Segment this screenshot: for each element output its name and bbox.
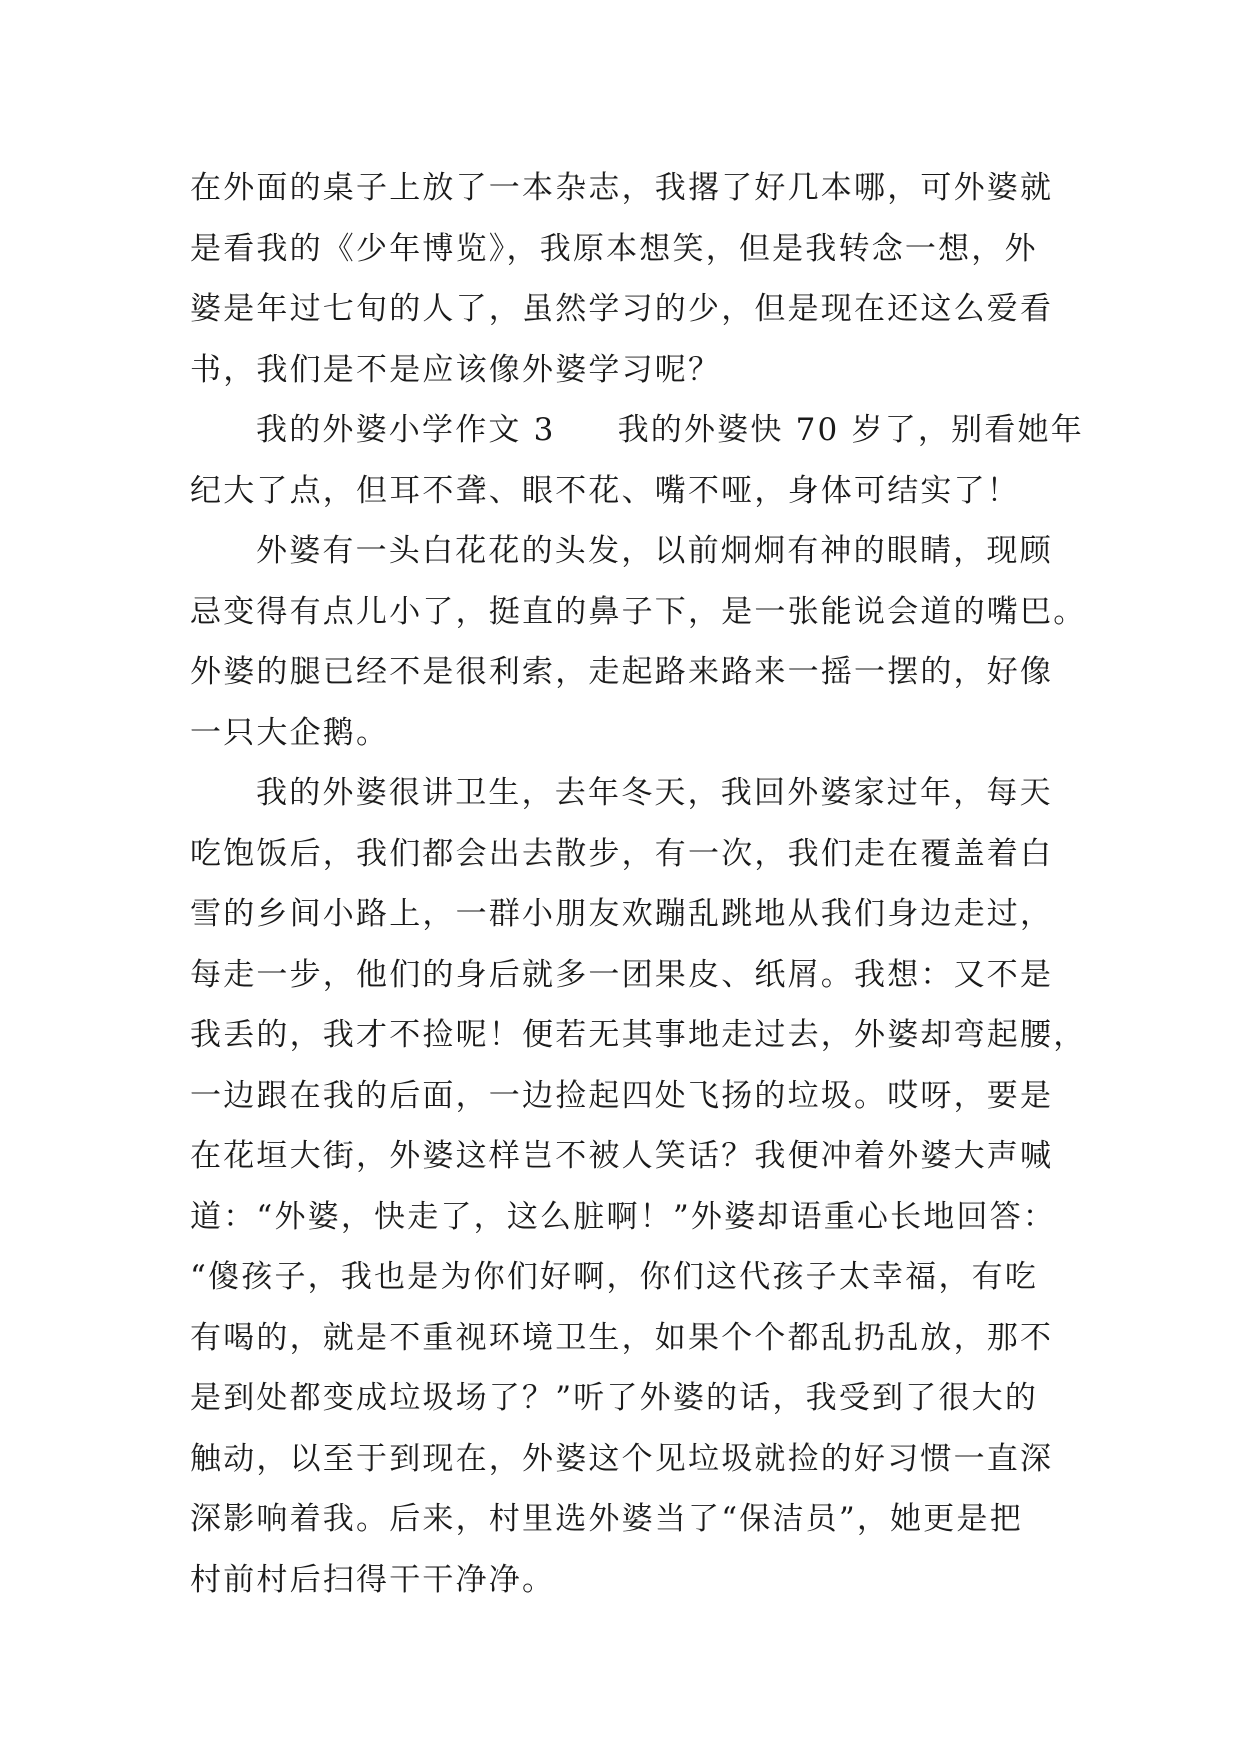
text-line: 纪大了点，但耳不聋、眼不花、嘴不哑，身体可结实了！ — [190, 472, 1020, 509]
text-line: “傻孩子，我也是为你们好啊，你们这代孩子太幸福，有吃 — [190, 1259, 1039, 1295]
text-line: 吃饱饭后，我们都会出去散步，有一次，我们走在覆盖着白 — [190, 835, 1054, 872]
essay-heading-line — [190, 400, 1084, 461]
text-line: 每走一步，他们的身后就多一团果皮、纸屑。我想：又不是 — [190, 956, 1054, 993]
text-line: 一边跟在我的后面，一边捡起四处飞扬的垃圾。哎呀，要是 — [190, 1077, 1054, 1114]
text-line: 深影响着我。后来，村里选外婆当了“保洁员”，她更是把 — [190, 1501, 1023, 1537]
text-line: 触动，以至于到现在，外婆这个见垃圾就捡的好习惯一直深 — [190, 1440, 1054, 1477]
text-line: 忌变得有点儿小了，挺直的鼻子下，是一张能说会道的嘴巴。 — [190, 593, 1087, 630]
text-line: 书，我们是不是应该像外婆学习呢？ — [190, 351, 722, 388]
paragraph-first-line: 我的外婆很讲卫生，去年冬天，我回外婆家过年，每天 — [256, 775, 1053, 811]
text-line: 是看我的《少年博览》，我原本想笑，但是我转念一想，外 — [190, 230, 1038, 267]
text-line: 我丢的，我才不捡呢！便若无其事地走过去，外婆却弯起腰， — [190, 1017, 1087, 1053]
text-line: 一只大企鹅。 — [190, 714, 390, 751]
text-line: 雪的乡间小路上，一群小朋友欢蹦乱跳地从我们身边走过， — [190, 896, 1054, 932]
text-line: 道：“外婆，快走了，这么脏啊！”外婆却语重心长地回答： — [190, 1198, 1057, 1235]
essay-text — [190, 158, 1087, 1610]
text-line: 有喝的，就是不重视环境卫生，如果个个都乱扔乱放，那不 — [190, 1319, 1054, 1356]
text-line: 婆是年过七旬的人了，虽然学习的少，但是现在还这么爱看 — [190, 291, 1054, 327]
essay-title: 我的外婆小学作文 3 — [256, 412, 556, 448]
text-line: 在外面的桌子上放了一本杂志，我撂了好几本哪，可外婆就 — [190, 170, 1054, 206]
text-line: 在花垣大街，外婆这样岂不被人笑话？我便冲着外婆大声喊 — [190, 1138, 1054, 1174]
text-line: 外婆的腿已经不是很利索，走起路来路来一摇一摆的，好像 — [190, 654, 1054, 690]
text-line: 是到处都变成垃圾场了？”听了外婆的话，我受到了很大的 — [190, 1380, 1039, 1416]
paragraph-start: 我的外婆快 70 岁了，别看她年 — [617, 412, 1084, 448]
paragraph-first-line: 外婆有一头白花花的头发，以前炯炯有神的眼睛，现顾 — [256, 533, 1053, 569]
text-line: 村前村后扫得干干净净。 — [190, 1561, 556, 1598]
